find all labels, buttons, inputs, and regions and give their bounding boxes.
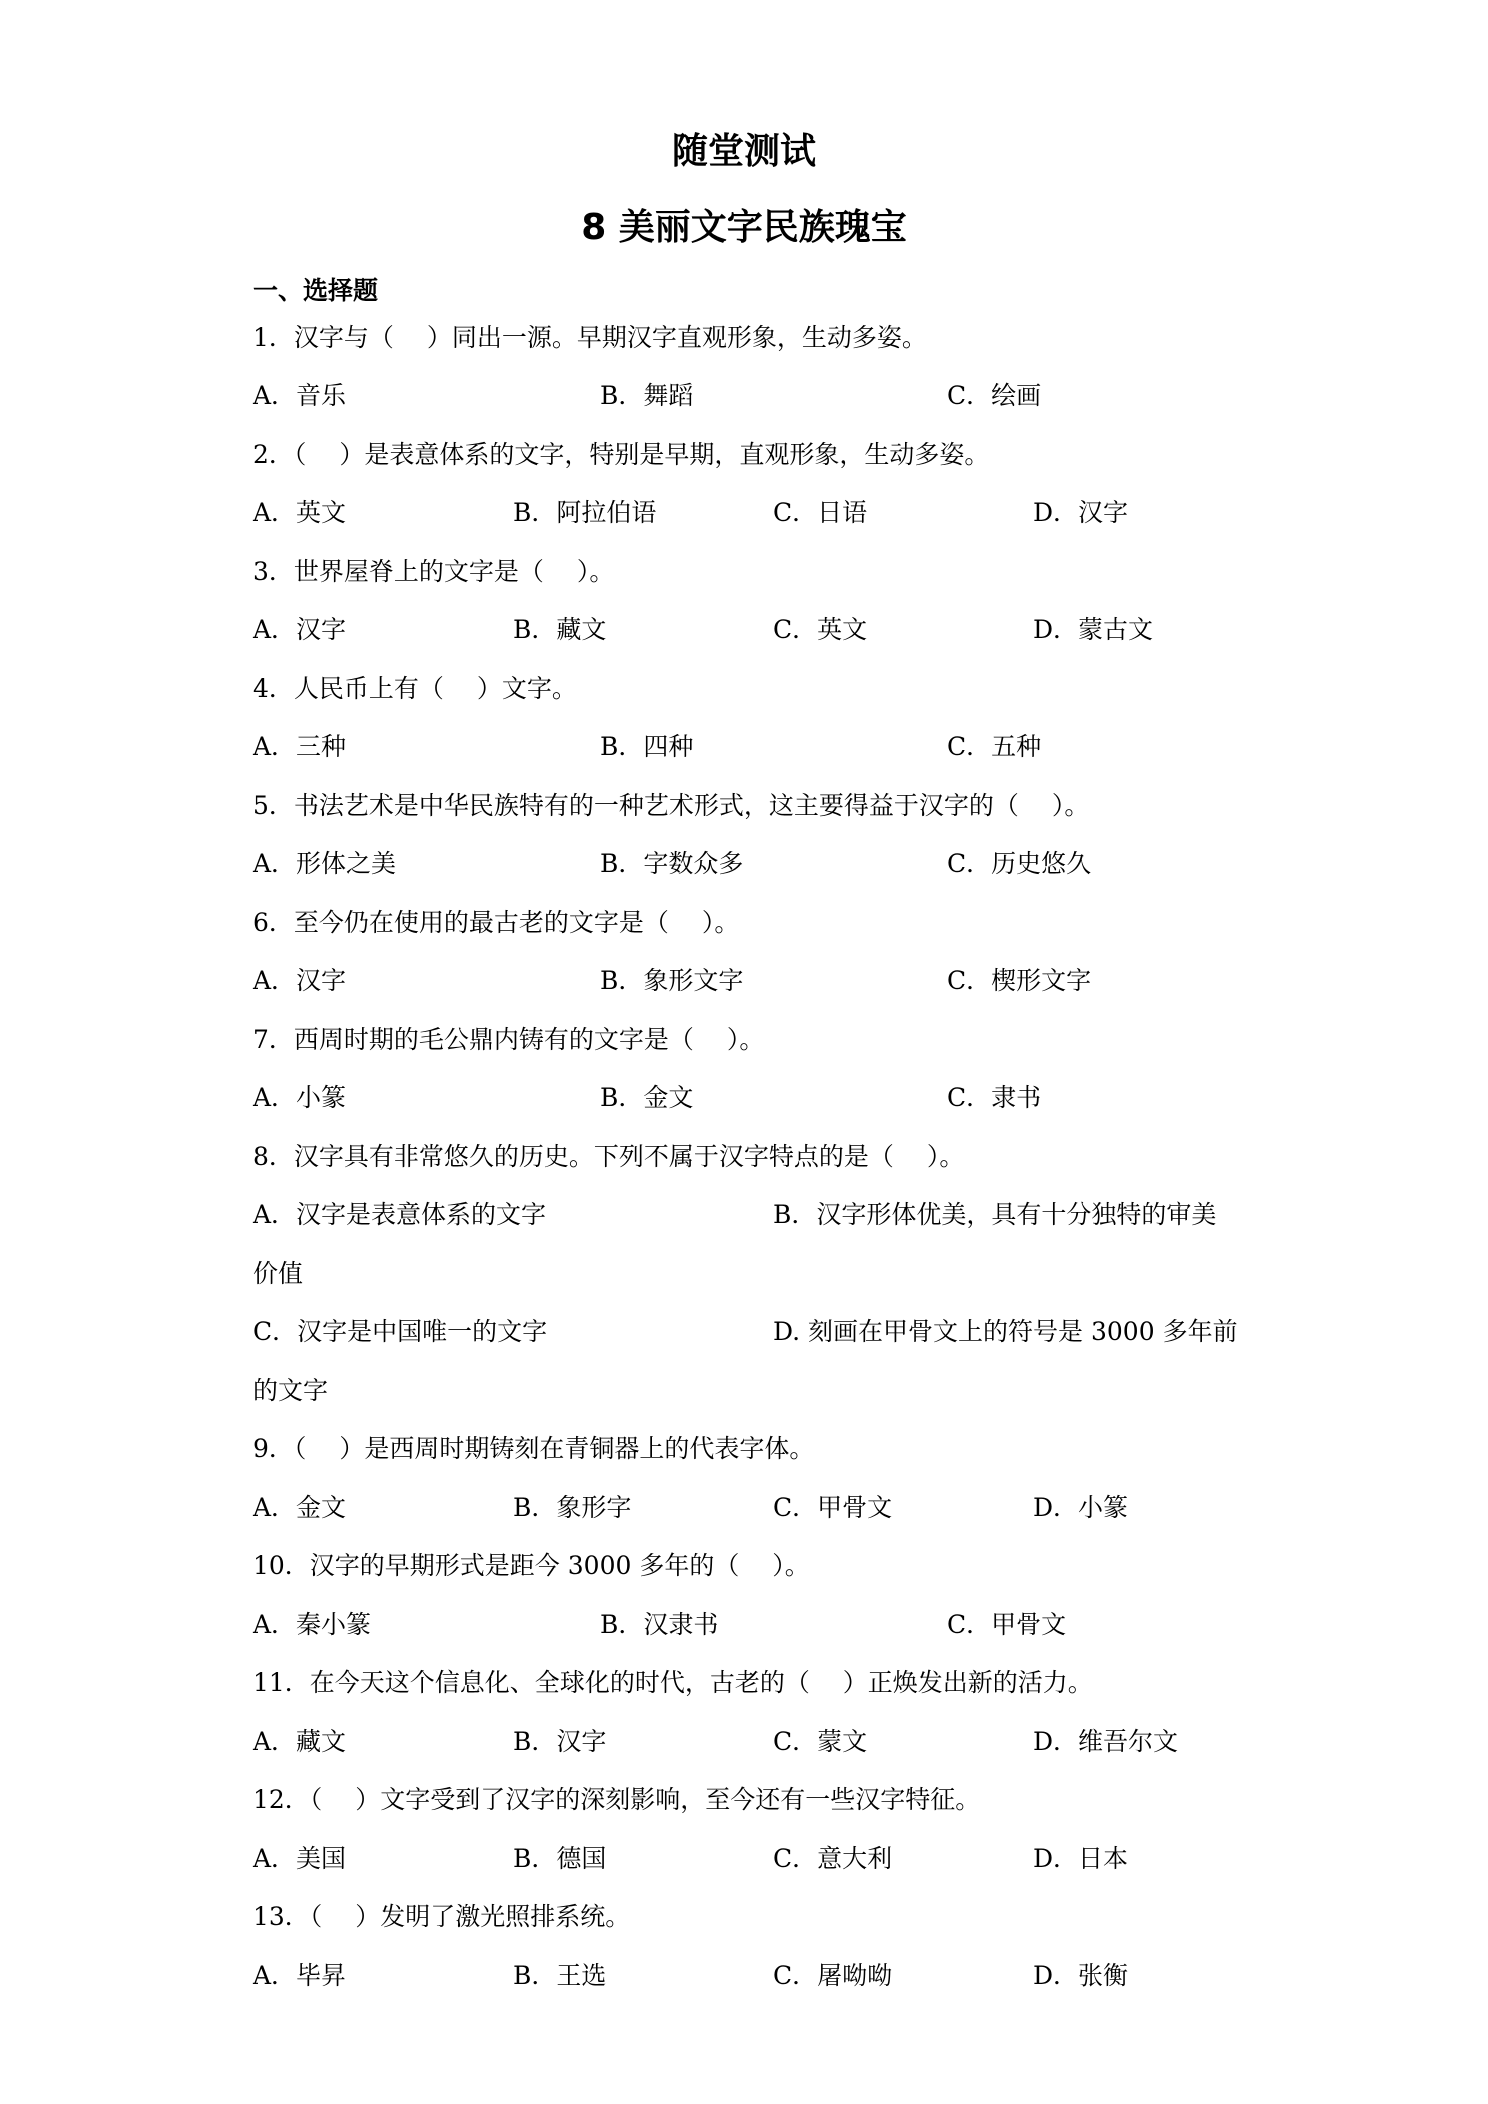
option-3d: D．蒙古文: [1033, 615, 1154, 644]
option-8b: B．汉字形体优美，具有十分独特的审美: [773, 1200, 1217, 1229]
option-13a: A．毕昇: [253, 1961, 347, 1990]
option-5c: C．历史悠久: [947, 849, 1092, 878]
document-subtitle: 8 美丽文字民族瑰宝: [581, 207, 907, 248]
option-3c: C．英文: [773, 615, 868, 644]
option-11b: B．汉字: [513, 1727, 607, 1756]
option-8b-wrap: 价值: [253, 1259, 304, 1288]
question-5: 5．书法艺术是中华民族特有的一种艺术形式，这主要得益于汉字的（ ）。: [253, 791, 1090, 820]
question-12: 12．（ ）文字受到了汉字的深刻影响，至今还有一些汉字特征。: [253, 1785, 981, 1814]
question-1: 1．汉字与（ ）同出一源。早期汉字直观形象，生动多姿。: [253, 323, 927, 352]
document-title: 随堂测试: [671, 131, 816, 172]
question-6: 6．至今仍在使用的最古老的文字是（ ）。: [253, 908, 740, 937]
option-4a: A．三种: [253, 732, 347, 761]
option-13c: C．屠呦呦: [773, 1961, 893, 1990]
question-3: 3．世界屋脊上的文字是（ ）。: [253, 557, 615, 586]
option-9b: B．象形字: [513, 1493, 632, 1522]
option-7b: B．金文: [600, 1083, 694, 1112]
question-2: 2．（ ）是表意体系的文字，特别是早期，直观形象，生动多姿。: [253, 440, 990, 469]
option-6a: A．汉字: [253, 966, 347, 995]
option-12c: C．意大利: [773, 1844, 893, 1873]
option-12a: A．美国: [253, 1844, 347, 1873]
option-4c: C．五种: [947, 732, 1042, 761]
option-8a: A．汉字是表意体系的文字: [253, 1200, 547, 1229]
option-1a: A．音乐: [253, 381, 347, 410]
question-9: 9．（ ）是西周时期铸刻在青铜器上的代表字体。: [253, 1434, 815, 1463]
question-4: 4．人民币上有（ ）文字。: [253, 674, 577, 703]
option-6c: C．楔形文字: [947, 966, 1092, 995]
option-9d: D．小篆: [1033, 1493, 1129, 1522]
question-11: 11．在今天这个信息化、全球化的时代，古老的（ ）正焕发出新的活力。: [253, 1668, 1093, 1697]
option-3b: B．藏文: [513, 615, 607, 644]
option-8d: D. 刻画在甲骨文上的符号是 3000 多年前: [773, 1317, 1238, 1346]
option-5b: B．字数众多: [600, 849, 744, 878]
option-2d: D．汉字: [1033, 498, 1129, 527]
option-9c: C．甲骨文: [773, 1493, 893, 1522]
option-11d: D．维吾尔文: [1033, 1727, 1179, 1756]
option-3a: A．汉字: [253, 615, 347, 644]
option-8d-wrap: 的文字: [253, 1376, 329, 1405]
question-7: 7．西周时期的毛公鼎内铸有的文字是（ ）。: [253, 1025, 765, 1054]
option-7a: A．小篆: [253, 1083, 347, 1112]
question-10: 10．汉字的早期形式是距今 3000 多年的（ ）。: [253, 1551, 810, 1580]
option-6b: B．象形文字: [600, 966, 744, 995]
option-9a: A．金文: [253, 1493, 347, 1522]
option-10a: A．秦小篆: [253, 1610, 372, 1639]
option-2c: C．日语: [773, 498, 868, 527]
option-1b: B．舞蹈: [600, 381, 694, 410]
option-12d: D．日本: [1033, 1844, 1129, 1873]
option-11a: A．藏文: [253, 1727, 347, 1756]
option-1c: C．绘画: [947, 381, 1042, 410]
option-13b: B．王选: [513, 1961, 607, 1990]
option-11c: C．蒙文: [773, 1727, 868, 1756]
option-8c: C．汉字是中国唯一的文字: [253, 1317, 548, 1346]
option-10c: C．甲骨文: [947, 1610, 1067, 1639]
option-12b: B．德国: [513, 1844, 607, 1873]
question-13: 13．（ ）发明了激光照排系统。: [253, 1902, 631, 1931]
option-2a: A．英文: [253, 498, 347, 527]
question-8: 8．汉字具有非常悠久的历史。下列不属于汉字特点的是（ ）。: [253, 1142, 965, 1171]
option-10b: B．汉隶书: [600, 1610, 719, 1639]
option-7c: C．隶书: [947, 1083, 1042, 1112]
section-heading: 一、选择题: [253, 276, 379, 305]
option-4b: B．四种: [600, 732, 694, 761]
option-13d: D．张衡: [1033, 1961, 1129, 1990]
option-5a: A．形体之美: [253, 849, 397, 878]
option-2b: B．阿拉伯语: [513, 498, 657, 527]
